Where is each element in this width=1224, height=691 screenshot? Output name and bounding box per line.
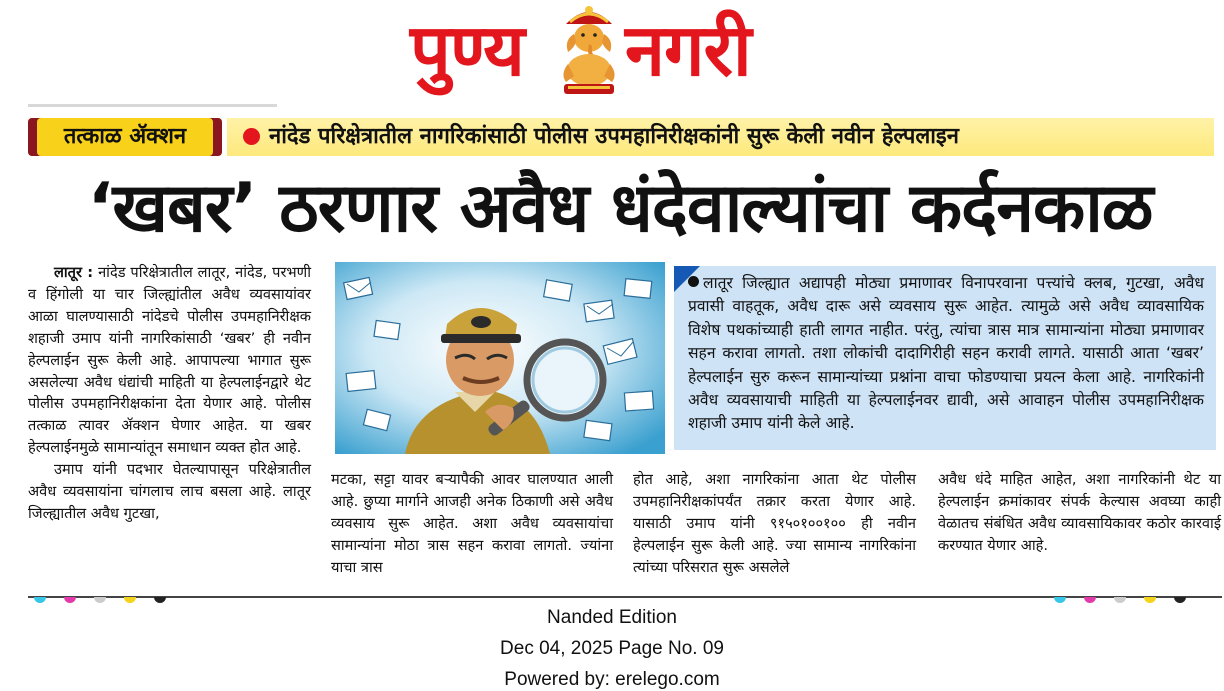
logo-text-right: नगरी [625, 8, 751, 92]
kicker-label: तत्काळ ॲक्शन [63, 124, 187, 149]
kicker-tag [28, 118, 222, 156]
footer-powered-by: Powered by: erelego.com [504, 669, 720, 690]
registration-marks-left [30, 597, 180, 603]
masthead-divider [28, 104, 277, 107]
masthead [0, 0, 1224, 105]
article-paragraph-2: उमाप यांनी पदभार घेतल्यापासून परिक्षेत्रातील अवैध व्यवसायांना चांगलाच लाच बसला आहे. लातूर जिल्ह्यातील अवैध गुटखा, [28, 461, 311, 522]
subhead-text: नांदेड परिक्षेत्रातील नागरिकांसाठी पोलीस उपमहानिरीक्षकांनी सुरू केली नवीन हेल्पलाइन [269, 124, 959, 149]
highlight-box [674, 266, 1216, 450]
ganesha-logo-icon [556, 4, 622, 98]
article-paragraph-1 [28, 262, 311, 459]
article-column-2: मटका, सट्टा यावर बऱ्यापैकी आवर घालण्यात आली आहे. छुप्या मार्गाने आजही अनेक ठिकाणी असे अवैध व्यवसाय सुरू आहेत. अशा अवैध व्यवसायांचा सामान्यांना मोठा त्रास सहन करावा लागतो. ज्यांना याचा त्रास [331, 471, 613, 576]
article-paragraph-1-text: नांदेड परिक्षेत्रातील लातूर, नांदेड, परभणी व हिंगोली या चार जिल्ह्यांतील अवैध व्यवसायांवर आळा घालण्यासाठी नांदेडचे पोलीस उपमहानिरीक्षक शहाजी उमाप यांनी नागरिकांसाठी ‘खबर’ ही नवीन हेल्पलाईन सुरू केली आहे. आपापल्या भागात सुरू असलेल्या अवैध धंद्यांची माहिती या हेल्पलाईनद्वारे थेट पोलीस उपमहानिरीक्षकांना देता येणार आहे. पोलीस तत्काळ त्यावर ॲक्शन घेणार आहेत. या खबर हेल्पलाईनमुळे सामान्यांतून समाधान व्यक्त होत आहे. [28, 264, 311, 457]
black-bullet-icon [688, 276, 699, 287]
headline: ‘खबर’ ठरणार अवैध धंदेवाल्यांचा कर्दनकाळ [87, 169, 1153, 248]
article-column-1 [28, 262, 311, 592]
bottom-divider [28, 596, 1222, 598]
footer-edition: Nanded Edition [547, 607, 677, 628]
police-investigation-illustration [335, 262, 665, 454]
dateline: लातूर : [54, 264, 94, 281]
highlight-box-text: लातूर जिल्ह्यात अद्यापही मोठ्या प्रमाणावर विनापरवाना पत्त्यांचे क्लब, गुटखा, अवैध प्रवासी वाहतूक, अवैध दारू असे व्यवसाय सुरू आहेत. त्यामुळे असे अवैध व्यावसायिक विशेष पथकांच्याही हाती लागत नाहीत. परंतु, त्यांचा त्रास मात्र सामान्यांना मोठ्या प्रमाणावर सहन करावा लागतो. तशा लोकांची दादागिरीही सहन करावी लागते. यासाठी आता ‘खबर’ हेल्पलाईन सुरु करून सामान्यांच्या प्रश्नांना वाचा फोडण्याचा प्रयत्न केला आहे. नागरिकांनी अवैध व्यवसायाची माहिती या हेल्पलाईनवर द्यावी, असे आवाहन पोलीस उपमहानिरीक्षक शहाजी उमाप यांनी केले आहे. [688, 274, 1205, 433]
article-column-4: अवैध धंदे माहित आहेत, अशा नागरिकांनी थेट या हेल्पलाईन क्रमांकावर संपर्क केल्यास अवघ्या काही वेळातच संबंधित अवैध व्यावसायिकावर कठोर कारवाई करण्यात येणार आहे. [938, 471, 1221, 554]
footer-date-page: Dec 04, 2025 Page No. 09 [500, 638, 724, 659]
article-column-3: होत आहे, अशा नागरिकांना आता थेट पोलीस उपमहानिरीक्षकांपर्यंत तक्रार करता येणार आहे. यासाठी उमाप यांनी ९१५०१००१०० ही नवीन हेल्पलाईन सुरू केली आहे. ज्या सामान्य नागरिकांना त्यांच्या परिसरात सुरू असलेले [633, 471, 916, 576]
subhead-bar [227, 118, 1214, 156]
highlight-box-paragraph [688, 272, 1204, 436]
logo-text-left: पुण्य [410, 8, 524, 92]
red-bullet-icon [243, 128, 260, 145]
registration-marks-right [1050, 597, 1200, 603]
